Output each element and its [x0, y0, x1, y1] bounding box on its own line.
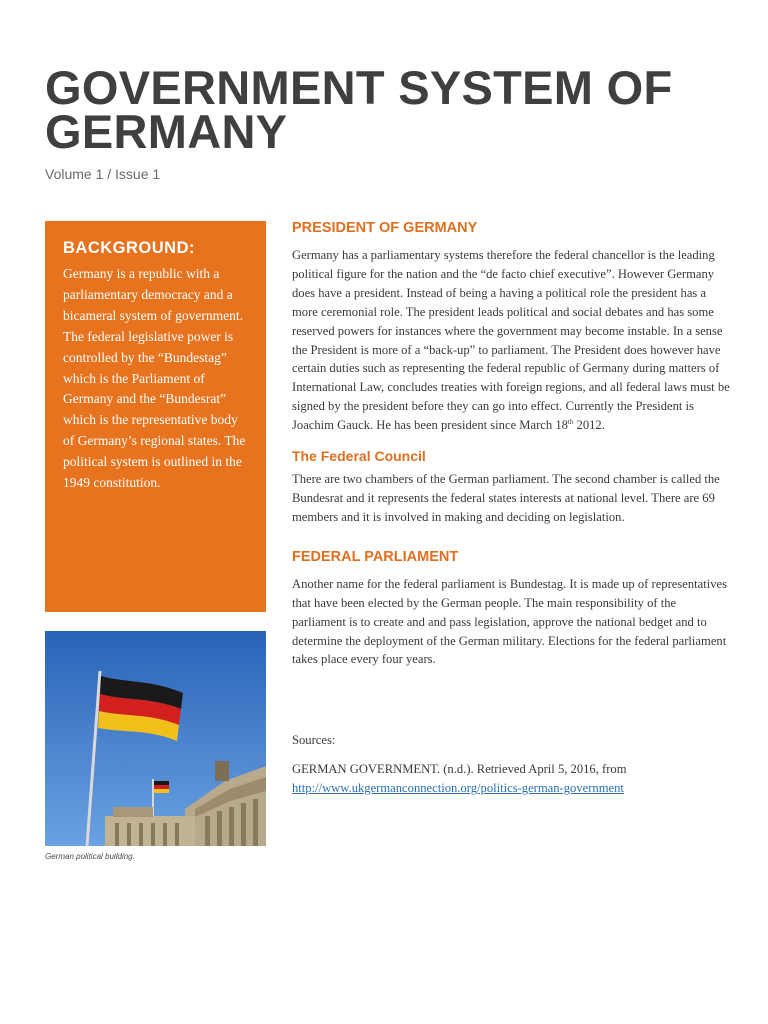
page-title: GOVERNMENT SYSTEM OF GERMANY — [45, 61, 673, 158]
source-link[interactable]: http://www.ukgermanconnection.org/politics-german-government — [292, 781, 624, 796]
main-content — [292, 220, 730, 798]
background-text: Germany is a republic with a parliamentary democracy and a bicameral system of government. The federal legislative power is controlled by the “Bundestag” which is the Parliament of Germany and the “Bundesrat” which is the representative body of Germany’s regional states. The political system is outlined in the 1949 constitution. — [63, 266, 246, 491]
sources-citation: GERMAN GOVERNMENT. (n.d.). Retrieved April 5, 2016, from — [292, 762, 627, 777]
president-text — [292, 246, 730, 435]
council-heading: The Federal Council — [292, 448, 426, 465]
president-text-sup: th — [567, 417, 574, 426]
sources-link-line — [292, 779, 730, 798]
parliament-text: Another name for the federal parliament is Bundestag. It is made up of representatives that have been elected by the German people. The main responsibility of the parliament is to create and and pass legislation, approve the national bedget and to determine the deployment of the German military. Elections for the federal parliament takes place every four years. — [292, 576, 728, 667]
german-building-photo — [45, 631, 266, 846]
parliament-heading: FEDERAL PARLIAMENT — [292, 548, 459, 565]
background-sidebar — [45, 221, 266, 612]
photo-caption: German political building. — [45, 852, 135, 861]
president-text-main: Germany has a parliamentary systems therefore the federal chancellor is the leading political figure for the nation and the “de facto chief executive”. However Germany does have a president. Instead of being a having a political role the president has a more ceremonial role. The president leads political and social debates and has some reserved powers for instances where the government may become instable. In a sense the President is more of a “back-up” to parliament. The President does however have certain duties such as representing the federal republic of Germany during matters of International Law, concludes treaties with foreign regions, and all federal laws must be signed by the president before they can go into effect. Currently the President is Joachim Gauck. He has been president since March 18 — [292, 248, 730, 433]
council-text: There are two chambers of the German parliament. The second chamber is called the Bundesrat and it represents the federal states interests at national level. There are 69 members and it is involved in making and deciding on legislation. — [292, 472, 720, 524]
president-heading: PRESIDENT OF GERMANY — [292, 220, 478, 236]
president-text-end: 2012. — [573, 418, 605, 433]
sources-label: Sources: — [292, 733, 336, 748]
issue-subtitle: Volume 1 / Issue 1 — [45, 166, 161, 182]
background-heading: BACKGROUND: — [63, 239, 195, 257]
